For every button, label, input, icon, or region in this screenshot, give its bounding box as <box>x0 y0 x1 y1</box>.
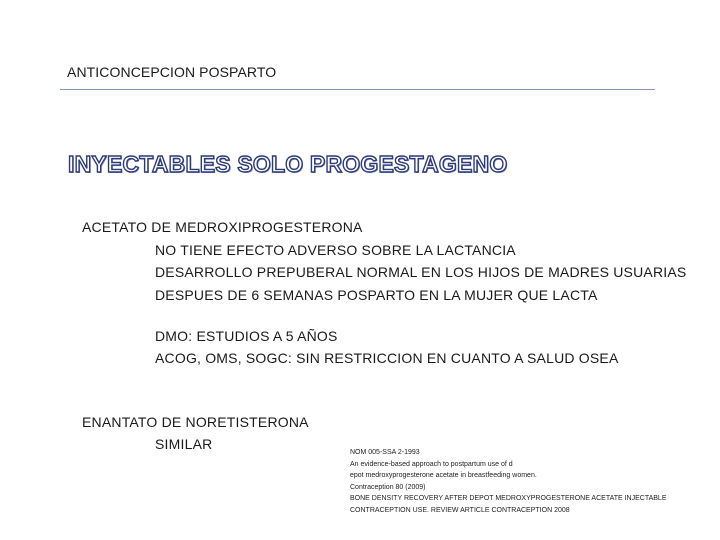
dmo-point-studies: DMO: ESTUDIOS A 5 AÑOS <box>155 328 338 344</box>
reference-line: BONE DENSITY RECOVERY AFTER DEPOT MEDROXYPROGESTERONE ACETATE INJECTABLE <box>350 495 667 502</box>
dmpa-point-development: DESARROLLO PREPUBERAL NORMAL EN LOS HIJOS DE MADRES USUARIAS <box>155 264 687 280</box>
reference-line: Contraception 80 (2009) <box>350 483 426 491</box>
net-heading: ENANTATO DE NORETISTERONA <box>82 414 309 430</box>
dmpa-heading: ACETATO DE MEDROXIPROGESTERONA <box>82 219 363 235</box>
references <box>350 447 667 516</box>
reference-line: CONTRACEPTION USE. REVIEW ARTICLE CONTRACEPTION 2008 <box>350 506 570 514</box>
dmo-point-guidelines: ACOG, OMS, SOGC: SIN RESTRICCION EN CUANTO A SALUD OSEA <box>155 350 619 366</box>
reference-line: An evidence-based approach to postpartum use of d <box>350 460 513 468</box>
dmpa-point-lactation: NO TIENE EFECTO ADVERSO SOBRE LA LACTANCIA <box>155 242 516 258</box>
reference-line: NOM 005-SSA 2-1993 <box>350 449 420 456</box>
header-title: ANTICONCEPCION POSPARTO <box>67 64 277 80</box>
reference-line: epot medroxyprogesterone acetate in breastfeeding women. <box>350 472 537 479</box>
net-point: SIMILAR <box>155 436 213 452</box>
slide-title: INYECTABLES SOLO PROGESTAGENO <box>68 151 508 177</box>
header-divider <box>60 89 655 90</box>
dmpa-point-timing: DESPUES DE 6 SEMANAS POSPARTO EN LA MUJER QUE LACTA <box>155 287 598 303</box>
